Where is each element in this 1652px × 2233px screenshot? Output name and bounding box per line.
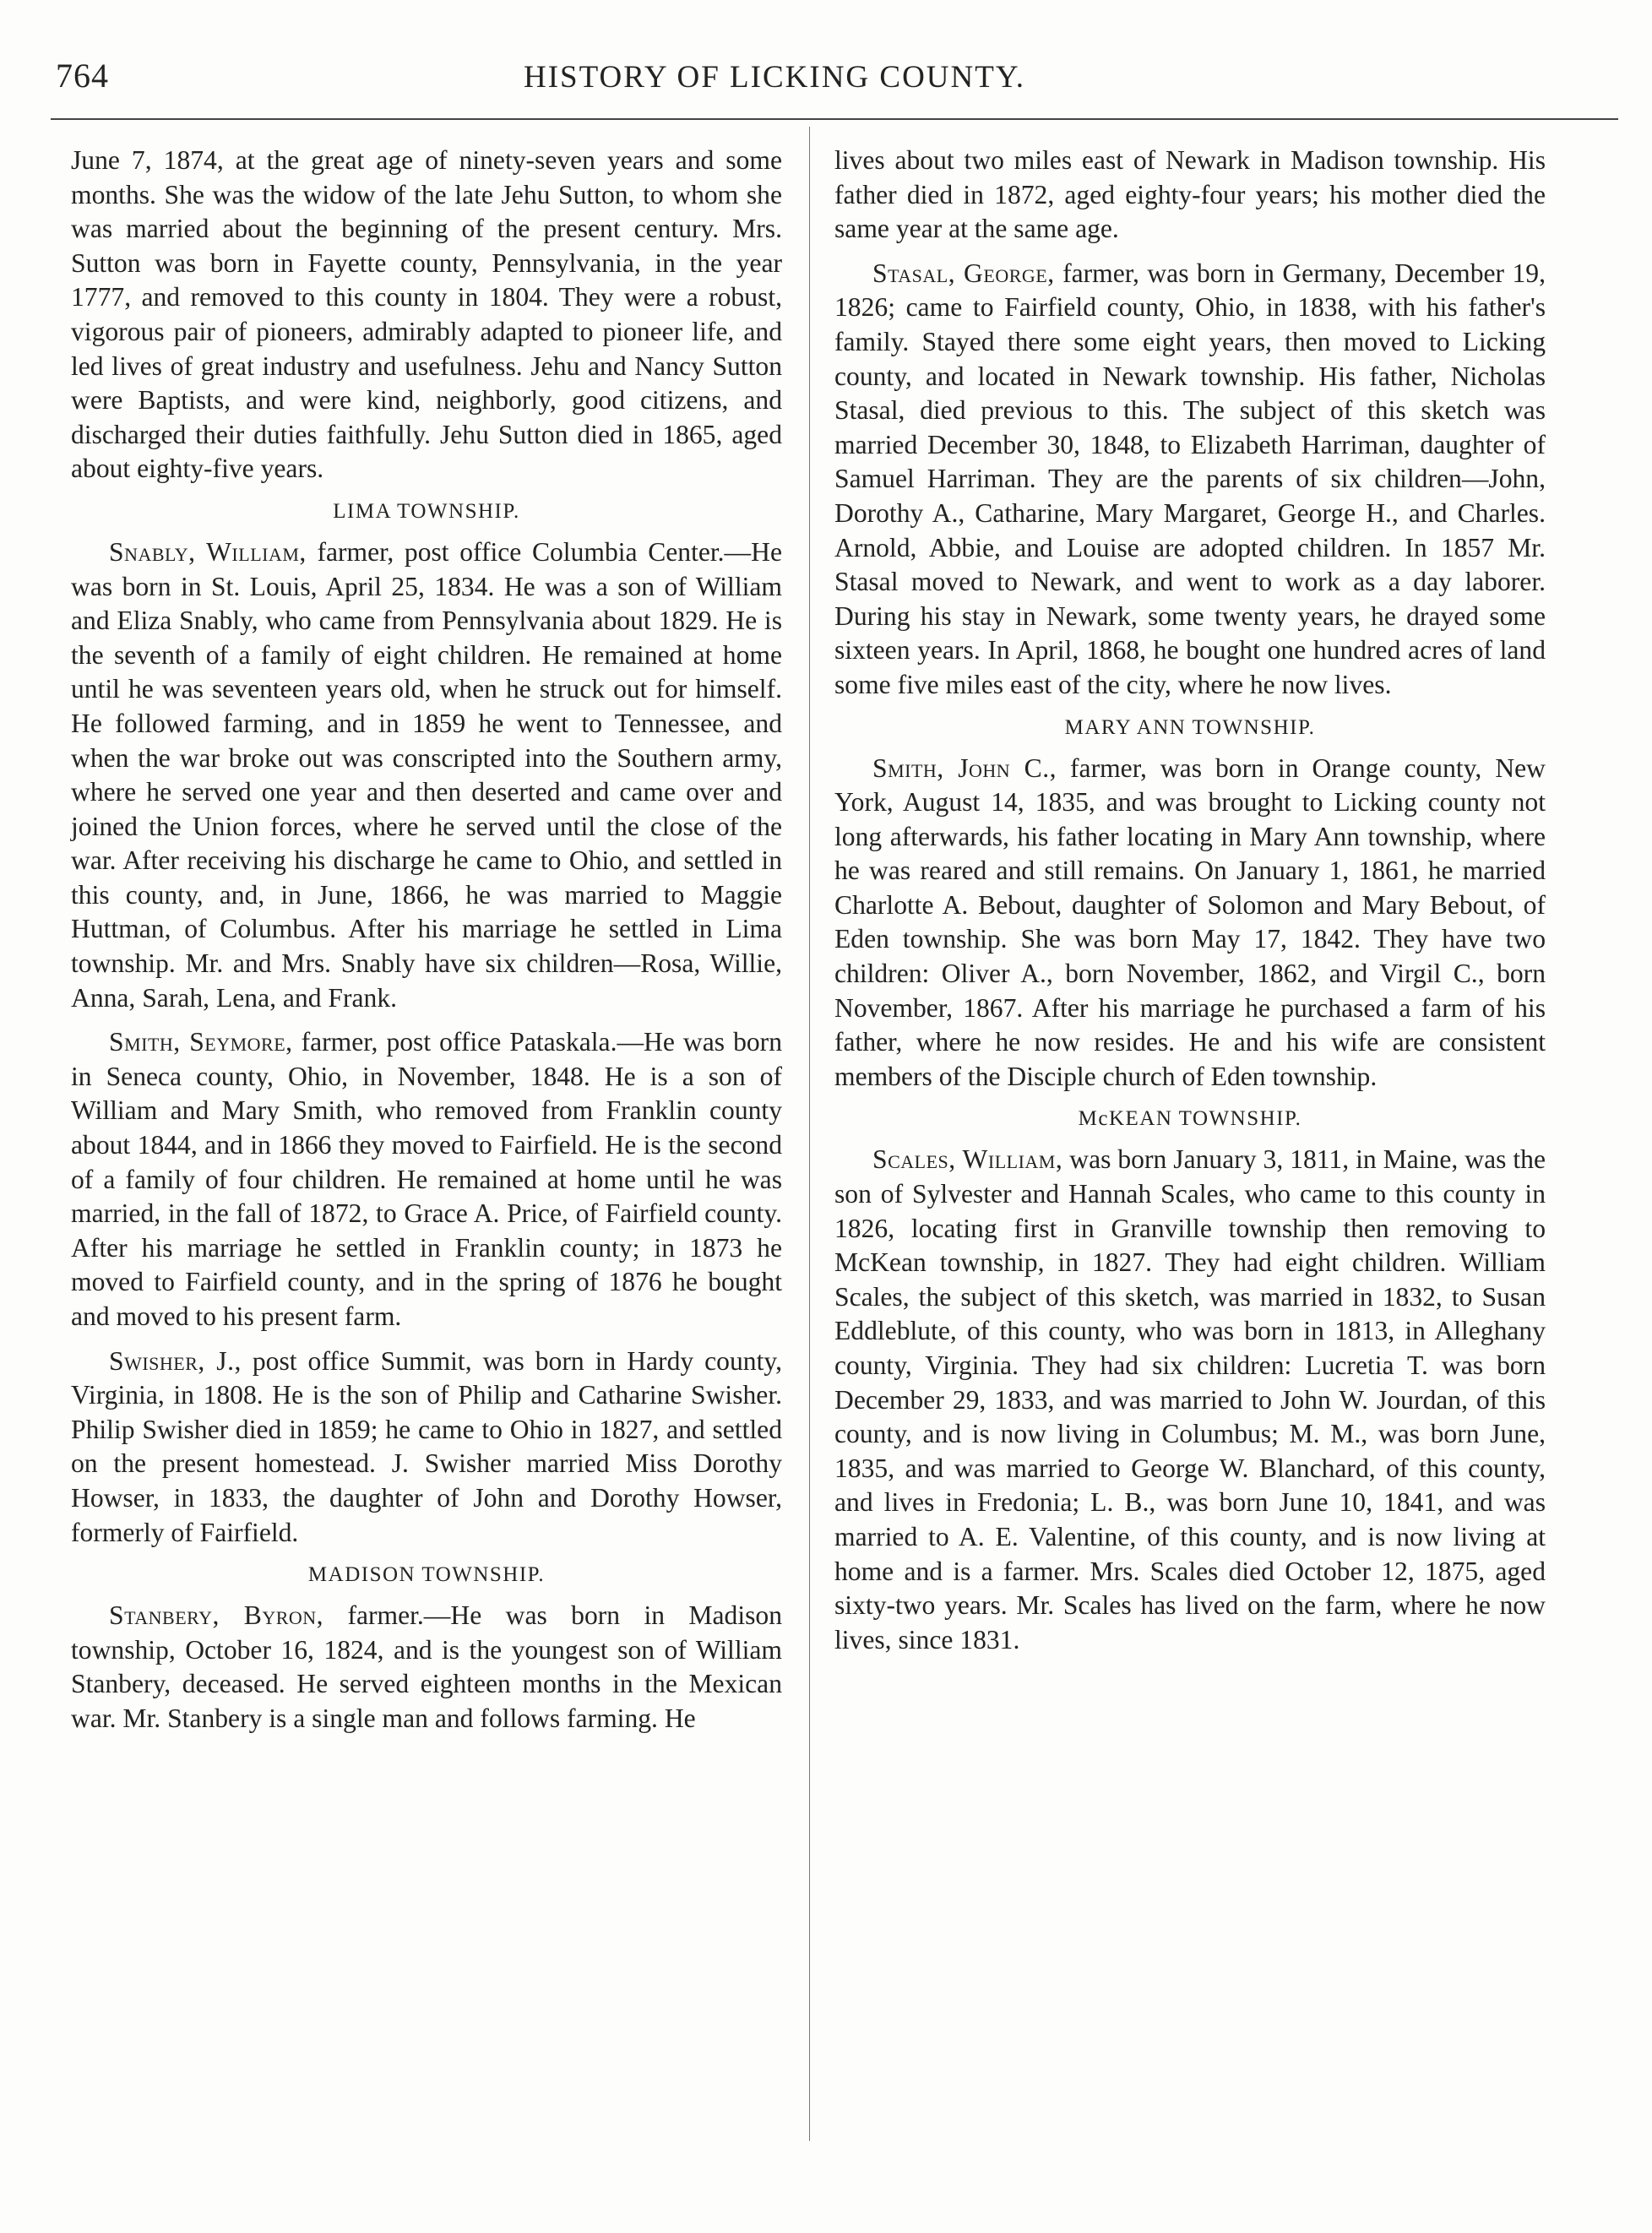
entry-stanbery-byron [71, 1599, 782, 1736]
paragraph-sutton-continued: June 7, 1874, at the great age of ninety-seven years and some months. She was the widow of the late Jehu Sutton, to whom she was married about the beginning of the present century. Mrs. Sutton was born in Fayette county, Pennsylvania, in the year 1777, and removed to this county in 1804. They were a robust, vigorous pair of pioneers, admirably adapted to pioneer life, and led lives of great industry and usefulness. Jehu and Nancy Sutton were Baptists, and were kind, neighborly, good citizens, and discharged their duties faithfully. Jehu Sutton died in 1865, aged about eighty-five years. [71, 145, 782, 484]
page-number: 764 [56, 57, 109, 95]
entry-swisher-j [71, 1345, 782, 1551]
entry-name: Stasal, George, [872, 258, 1055, 288]
entry-smith-seymore [71, 1025, 782, 1334]
entry-text: was born January 3, 1811, in Maine, was the son of Sylvester and Hannah Scales, who came to this county in 1826, locating first in Granville township then removing to McKean township, in 1827. They had eight children. William Scales, the subject of this sketch, was married in 1832, to Susan Eddleblute, of this county, who was born in 1813, in Alleghany county, Virginia. They had six children: Lucretia T. was born December 29, 1833, and was married to John W. Jourdan, of this county, and is now living in Columbus; M. M., was born June, 1835, and was married to George W. Blanchard, of this county, and lives in Fredonia; L. B., was born June 10, 1841, and was married to A. E. Valentine, of this county, and is now living at home and is a farmer. Mrs. Scales died October 12, 1875, aged sixty-two years. Mr. Scales has lived on the farm, where he now lives, since 1831. [834, 1144, 1546, 1654]
entry-name: Smith, Seymore, [109, 1027, 293, 1057]
entry-name: Smith, John C., [872, 752, 1057, 783]
paragraph-stanbery-continued: lives about two miles east of Newark in Madison township. His father died in 1872, aged eighty-four years; his mother died the same year at the same age. [834, 145, 1546, 244]
column-divider [809, 127, 810, 2141]
entry-snably-william [71, 535, 782, 1015]
entry-text: farmer.—He was born in Madison township, October 16, 1824, and is the youngest son of William Stanbery, deceased. He served eighteen months in the Mexican war. Mr. Stanbery is a single man and follows farming. He [71, 1600, 782, 1733]
section-heading-madison-township: MADISON TOWNSHIP. [307, 1563, 546, 1587]
entry-name: Scales, William, [872, 1144, 1063, 1175]
section-heading-lima-township: LIMA TOWNSHIP. [333, 499, 520, 523]
running-title: HISTORY OF LICKING COUNTY. [524, 60, 1026, 95]
entry-smith-john-c [834, 752, 1546, 1095]
entry-text: farmer, was born in Germany, December 19, 1826; came to Fairfield county, Ohio, in 1838, with his father's family. Stayed there some eight years, then moved to Licking county, and located in Newark township. His father, Nicholas Stasal, died previous to this. The subject of this sketch was married December 30, 1848, to Elizabeth Harriman, daughter of Samuel Harriman. They are the parents of six children—John, Dorothy A., Catharine, Mary Margaret, George H., and Charles. Arnold, Abbie, and Louise are adopted children. In 1857 Mr. Stasal moved to Newark, and went to work as a day laborer. During his stay in Newark, some twenty years, he drayed some sixteen years. In April, 1868, he bought one hundred acres of land some five miles east of the city, where he now lives. [834, 258, 1546, 699]
entry-text: post office Summit, was born in Hardy county, Virginia, in 1808. He is the son of Philip and Catharine Swisher. Philip Swisher died in 1859; he came to Ohio in 1827, and settled on the present homestead. J. Swisher married Miss Dorothy Howser, in 1833, the daughter of John and Dorothy Howser, formerly of Fairfield. [71, 1345, 782, 1547]
section-heading-mary-ann-township: MARY ANN TOWNSHIP. [1064, 715, 1316, 739]
entry-text: farmer, post office Pataskala.—He was born in Seneca county, Ohio, in November, 1848. He is a son of William and Mary Smith, who removed from Franklin county about 1844, and in 1866 they moved to Fairfield. He is the second of a family of four children. He remained at home until he was married, in the fall of 1872, to Grace A. Price, of Fairfield county. After his marriage he settled in Franklin county; in 1873 he moved to Fairfield county, and in the spring of 1876 he bought and moved to his present farm. [71, 1027, 782, 1331]
entry-name: Stanbery, Byron, [109, 1600, 324, 1631]
entry-text: farmer, post office Columbia Center.—He was born in St. Louis, April 25, 1834. He was a son of William and Eliza Snably, who came from Pennsylvania about 1829. He is the seventh of a family of eight children. He remained at home until he was seventeen years old, when he struck out for himself. He followed farming, and in 1859 he went to Tennessee, and when the war broke out was conscripted into the Southern army, where he served one year and then deserted and came over and joined the Union forces, where he served until the close of the war. After receiving his discharge he came to Ohio, and settled in this county, and, in June, 1866, he was married to Maggie Huttman, of Columbus. After his marriage he settled in Lima township. Mr. and Mrs. Snably have six children—Rosa, Willie, Anna, Sarah, Lena, and Frank. [71, 536, 782, 1013]
entry-scales-william [834, 1143, 1546, 1657]
header-rule [51, 118, 1618, 120]
right-column [834, 144, 1546, 1667]
entry-name: Swisher, J., [109, 1345, 242, 1376]
entry-text: farmer, was born in Orange county, New York, August 14, 1835, and was brought to Licking county not long afterwards, his father locating in Mary Ann township, where he was reared and still remains. On January 1, 1861, he married Charlotte A. Bebout, daughter of Solomon and Mary Bebout, of Eden township. She was born May 17, 1842. They have two children: Oliver A., born November, 1862, and Virgil C., born November, 1867. After his marriage he purchased a farm of his father, where he now resides. He and his wife are consistent members of the Disciple church of Eden township. [834, 752, 1546, 1091]
entry-stasal-george [834, 257, 1546, 703]
left-column [71, 144, 782, 1747]
entry-name: Snably, William, [109, 536, 307, 567]
section-heading-mckean-township: McKEAN TOWNSHIP. [1078, 1107, 1302, 1131]
